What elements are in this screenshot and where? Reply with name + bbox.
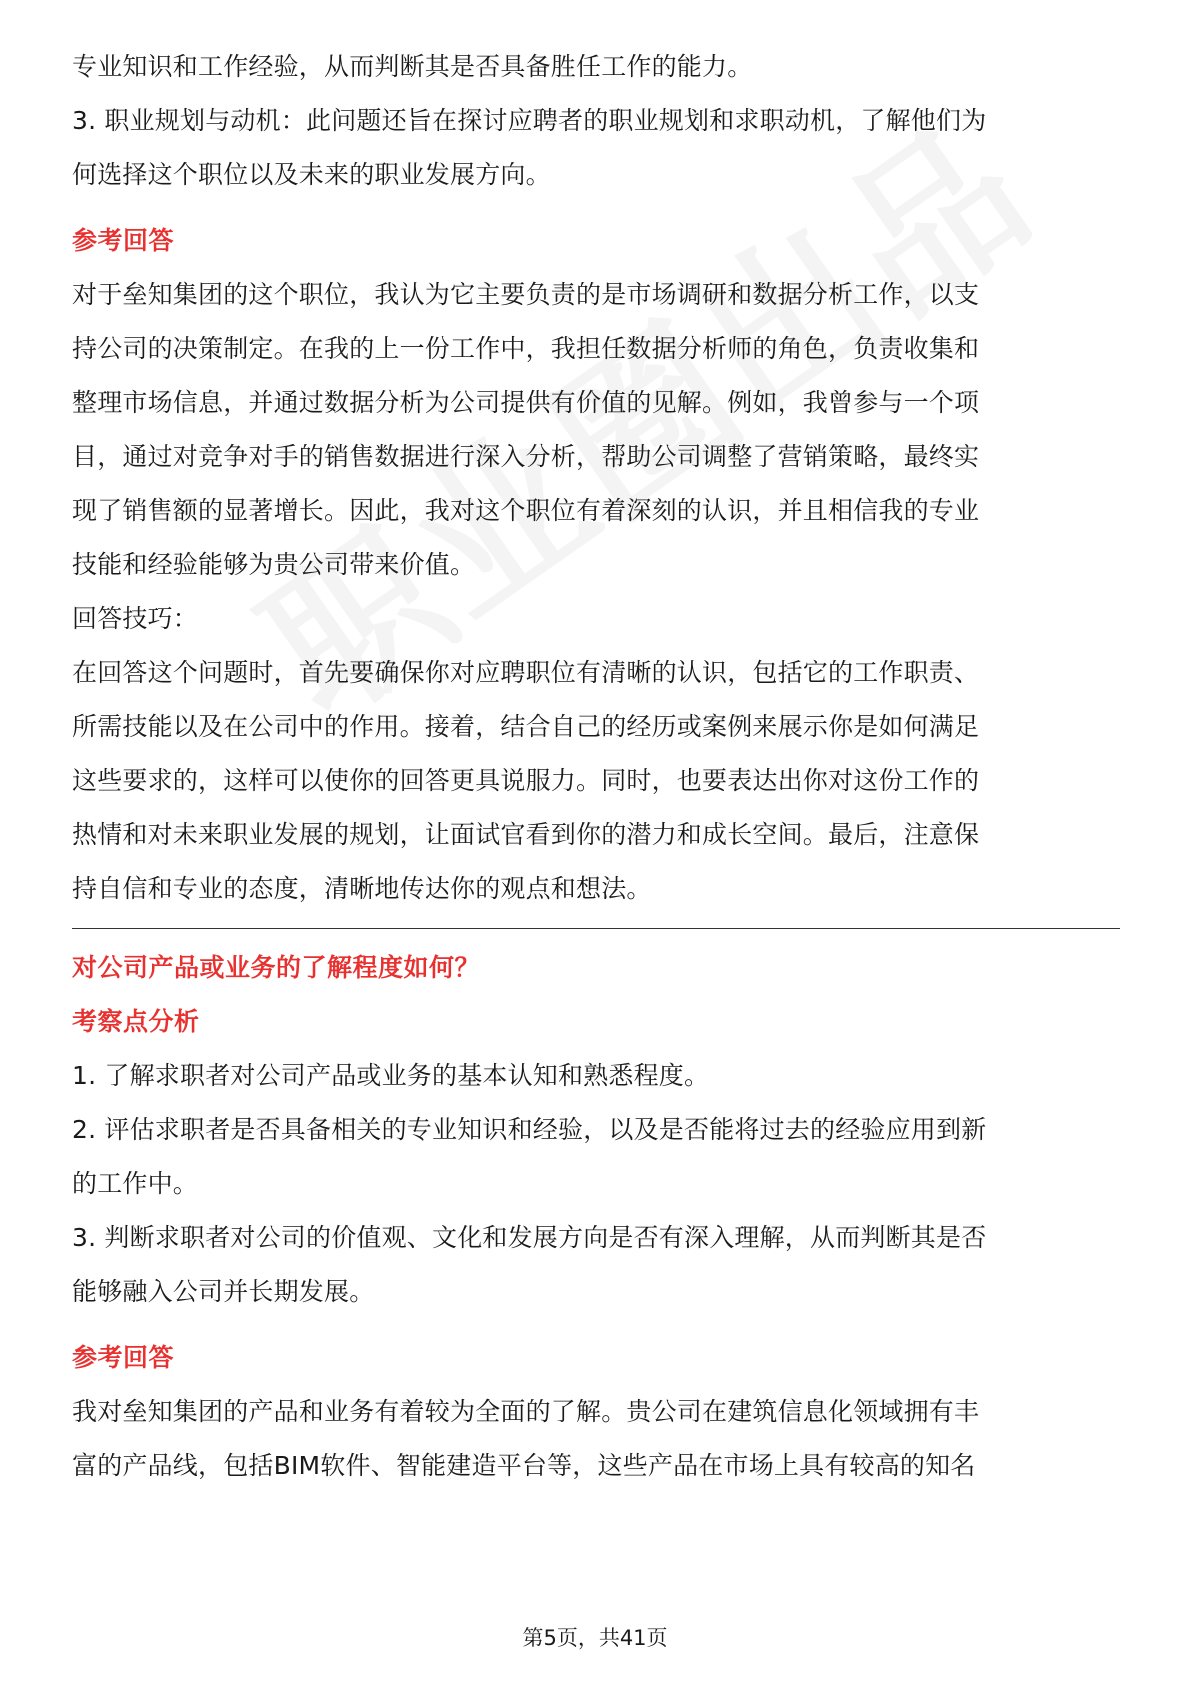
section-divider [72,928,1120,929]
question-title: 对公司产品或业务的了解程度如何？ [72,953,481,982]
paragraph-line: 3. 判断求职者对公司的价值观、文化和发展方向是否有深入理解，从而判断其是否 [72,1223,987,1252]
page-footer: 第5页，共41页 [522,1626,668,1650]
paragraph-line: 能够融入公司并长期发展。 [72,1277,375,1306]
reference-answer-heading: 参考回答 [72,1343,175,1372]
paragraph-line: 现了销售额的显著增长。因此，我对这个职位有着深刻的认识，并且相信我的专业 [72,496,980,525]
paragraph-line: 热情和对未来职业发展的规划，让面试官看到你的潜力和成长空间。最后，注意保 [72,820,980,849]
paragraph-line: 持自信和专业的态度，清晰地传达你的观点和想法。 [72,874,652,903]
document-page [72,40,1120,1493]
paragraph-line: 对于垒知集团的这个职位，我认为它主要负责的是市场调研和数据分析工作，以支 [72,280,980,309]
reference-answer-heading: 参考回答 [72,226,175,255]
paragraph-line: 所需技能以及在公司中的作用。接着，结合自己的经历或案例来展示你是如何满足 [72,712,980,741]
paragraph-line: 这些要求的，这样可以使你的回答更具说服力。同时，也要表达出你对这份工作的 [72,766,980,795]
answer-tips-label: 回答技巧： [72,604,199,633]
paragraph-line: 富的产品线，包括BIM软件、智能建造平台等，这些产品在市场上具有较高的知名 [72,1451,976,1480]
analysis-heading: 考察点分析 [72,1007,200,1036]
paragraph-line: 2. 评估求职者是否具备相关的专业知识和经验，以及是否能将过去的经验应用到新 [72,1115,987,1144]
paragraph-line: 技能和经验能够为贵公司带来价值。 [72,550,476,579]
paragraph-line: 3. 职业规划与动机：此问题还旨在探讨应聘者的职业规划和求职动机，了解他们为 [72,106,987,135]
paragraph-line: 何选择这个职位以及未来的职业发展方向。 [72,160,551,189]
paragraph-line: 我对垒知集团的产品和业务有着较为全面的了解。贵公司在建筑信息化领域拥有丰 [72,1397,980,1426]
paragraph-line: 1. 了解求职者对公司产品或业务的基本认知和熟悉程度。 [72,1061,710,1090]
paragraph-line: 专业知识和工作经验，从而判断其是否具备胜任工作的能力。 [72,52,753,81]
paragraph-line: 在回答这个问题时，首先要确保你对应聘职位有清晰的认识，包括它的工作职责、 [72,658,980,687]
paragraph-line: 的工作中。 [72,1169,199,1198]
paragraph-line: 整理市场信息，并通过数据分析为公司提供有价值的见解。例如，我曾参与一个项 [72,388,980,417]
paragraph-line: 持公司的决策制定。在我的上一份工作中，我担任数据分析师的角色，负责收集和 [72,334,980,363]
paragraph-line: 目，通过对竞争对手的销售数据进行深入分析，帮助公司调整了营销策略，最终实 [72,442,980,471]
